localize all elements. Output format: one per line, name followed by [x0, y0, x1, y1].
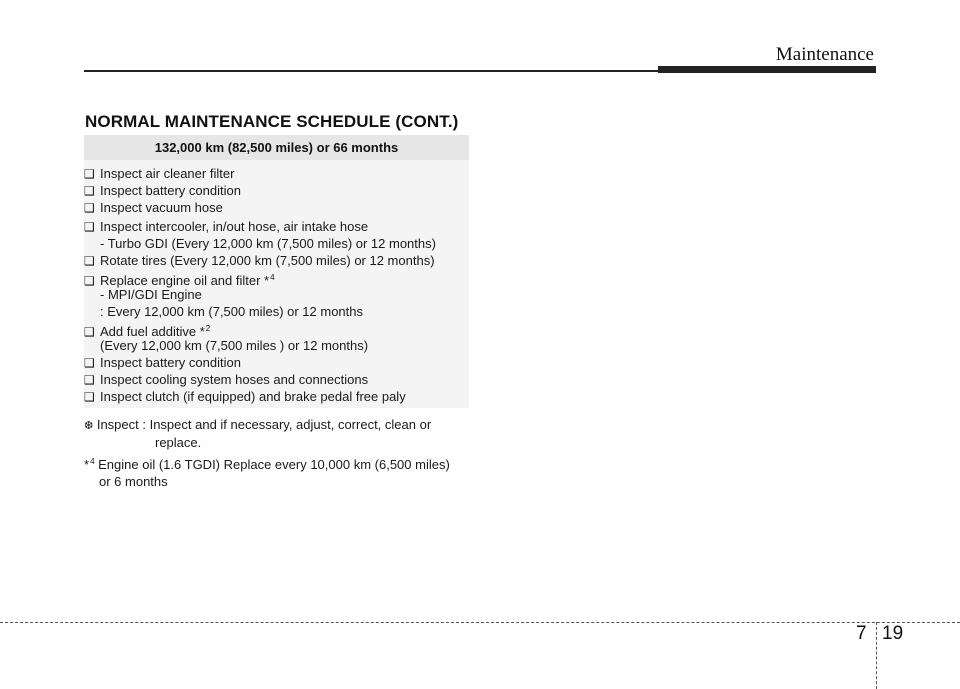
schedule-item-text: Inspect clutch (if equipped) and brake pedal free paly: [100, 389, 406, 404]
footnote-text-cont: or 6 months: [99, 474, 168, 489]
schedule-subitem: - MPI/GDI Engine: [100, 287, 202, 302]
schedule-checklist-item: [84, 320, 469, 337]
schedule-interval-header: 132,000 km (82,500 miles) or 66 months: [84, 135, 469, 160]
checkbox-icon: ❑: [84, 184, 95, 198]
schedule-item-text: Inspect vacuum hose: [100, 200, 223, 215]
checkbox-icon: ❑: [84, 356, 95, 370]
checkbox-icon: ❑: [84, 390, 95, 404]
running-header-title: Maintenance: [775, 44, 874, 65]
schedule-subitem: (Every 12,000 km (7,500 miles ) or 12 months): [100, 338, 369, 353]
schedule-item-text: Inspect battery condition: [100, 355, 241, 370]
schedule-subitem: - Turbo GDI (Every 12,000 km (7,500 miles) or 12 months): [100, 236, 436, 251]
page-number-divider: [876, 622, 877, 689]
inspect-note: [84, 416, 469, 451]
chapter-number: 7: [856, 623, 867, 644]
footnote-text: Engine oil (1.6 TGDI) Replace every 10,000 km (6,500 miles): [98, 457, 450, 472]
schedule-checklist-item: [84, 165, 469, 182]
schedule-item-text: Inspect battery condition: [100, 183, 241, 198]
schedule-checklist-item: [84, 252, 469, 269]
checkbox-icon: ❑: [84, 274, 95, 288]
footnote: [84, 453, 469, 490]
header-rule-thin: [84, 70, 660, 72]
schedule-checklist-item: [84, 371, 469, 388]
schedule-checklist-item: [84, 218, 469, 235]
checkbox-icon: ❑: [84, 201, 95, 215]
schedule-checklist-item: [84, 182, 469, 199]
footnote-ref: 2: [205, 324, 211, 333]
schedule-item-text: Inspect air cleaner filter: [100, 166, 235, 181]
schedule-item-text: Rotate tires (Every 12,000 km (7,500 miles) or 12 months): [100, 253, 435, 268]
schedule-checklist-item: [84, 354, 469, 371]
inspect-note-line: [84, 416, 469, 434]
footnote-mark: *: [84, 457, 90, 472]
page-number: 19: [882, 623, 904, 644]
schedule-item-text: Add fuel additive *: [100, 324, 205, 339]
schedule-subitem: : Every 12,000 km (7,500 miles) or 12 months: [100, 304, 364, 319]
schedule-item-text: Inspect intercooler, in/out hose, air intake hose: [100, 219, 369, 234]
schedule-checklist-item: [84, 388, 469, 405]
header-rule-thick: [658, 66, 876, 73]
checkbox-icon: ❑: [84, 325, 95, 339]
schedule-item-text: Inspect cooling system hoses and connections: [100, 372, 369, 387]
footnote-ref: 4: [270, 273, 275, 282]
snowflake-icon: ❆: [84, 419, 94, 432]
inspect-note-text: Inspect : Inspect and if necessary, adjust, correct, clean or: [96, 417, 432, 432]
inspect-note-text-cont: replace.: [155, 435, 202, 450]
checkbox-icon: ❑: [84, 220, 95, 234]
footer-rule: [0, 622, 960, 623]
checkbox-icon: ❑: [84, 373, 95, 387]
schedule-item-list: [84, 160, 469, 405]
checkbox-icon: ❑: [84, 254, 95, 268]
schedule-item-text: Replace engine oil and filter *: [100, 273, 270, 288]
schedule-checklist-item: [84, 199, 469, 216]
schedule-checklist-item: [84, 269, 469, 286]
checkbox-icon: ❑: [84, 167, 95, 181]
section-title: NORMAL MAINTENANCE SCHEDULE (CONT.): [85, 112, 459, 131]
footnote-sup: 4: [90, 457, 95, 466]
schedule-box: [84, 135, 469, 408]
footnote-line: [84, 453, 469, 473]
